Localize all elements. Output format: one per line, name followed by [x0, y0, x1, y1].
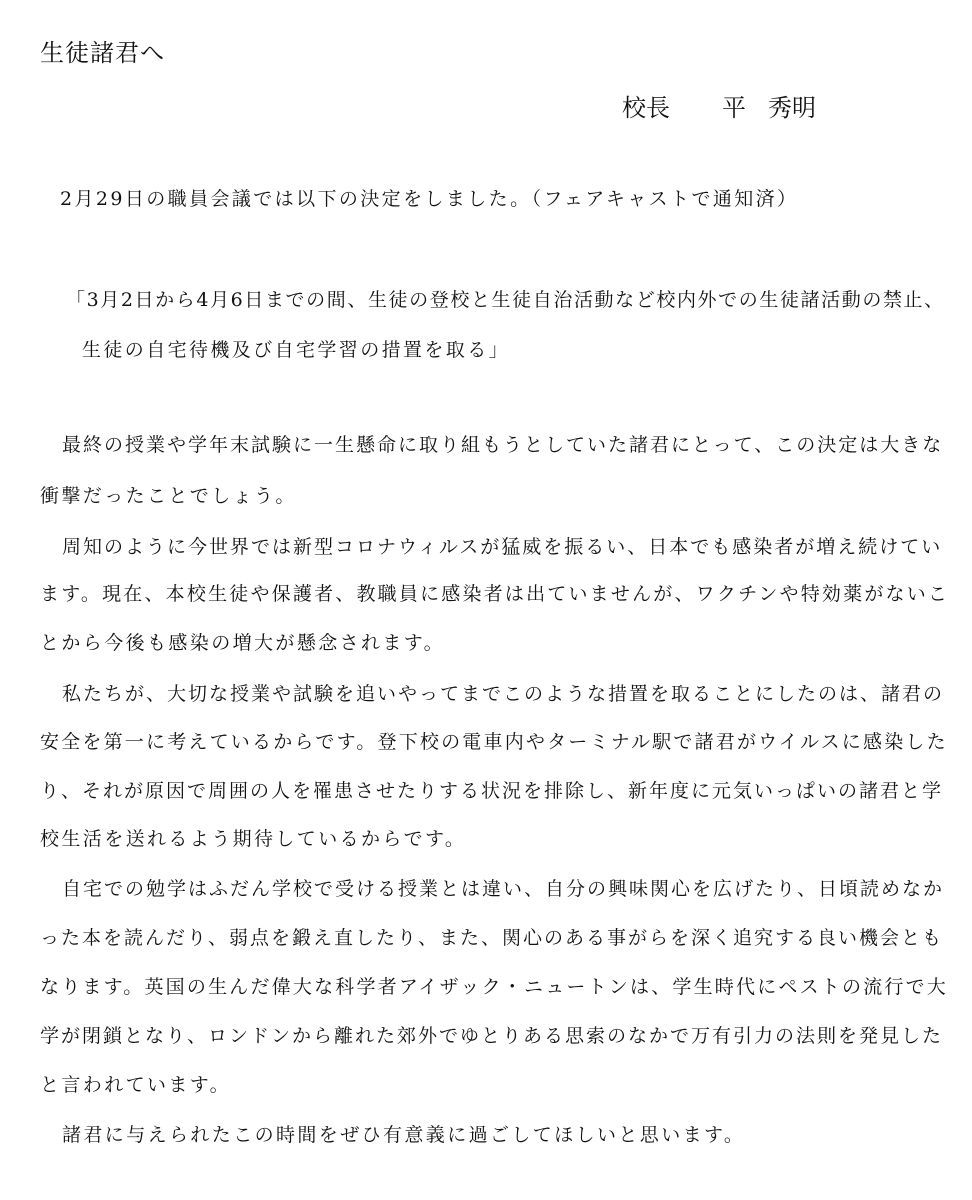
salutation: 生徒諸君へ: [40, 39, 165, 67]
decision-line: 「3月2日から4月6日までの間、生徒の登校と生徒自治活動など校内外での生徒諸活動の禁止、: [66, 289, 945, 311]
body-line: った本を読んだり、弱点を鍛え直したり、また、関心のある事がらを深く追究する良い機会とも: [40, 927, 944, 949]
signature-given-name: 秀明: [768, 94, 816, 122]
body-line: 安全を第一に考えているからです。登下校の電車内やターミナル駅で諸君がウイルスに感染した: [40, 731, 948, 753]
body-line: 自宅での勉学はふだん学校で受ける授業とは違い、自分の興味関心を広げたり、日頃読めなか: [62, 878, 945, 900]
body-line: 私たちが、大切な授業や試験を追いやってまでこのような措置を取ることにしたのは、諸君の: [62, 683, 945, 705]
body-line: り、それが原因で周囲の人を罹患させたりする状況を排除し、新年度に元気いっぱいの諸君と学: [40, 780, 944, 802]
body-line: 校生活を送れるよう期待しているからです。: [40, 828, 467, 850]
decision-line: 生徒の自宅待機及び自宅学習の措置を取る」: [82, 339, 511, 361]
body-line: とから今後も感染の増大が懸念されます。: [40, 632, 446, 654]
body-line: 周知のように今世界では新型コロナウィルスが猛威を振るい、日本でも感染者が増え続けてい: [62, 536, 943, 558]
body-line: ます。現在、本校生徒や保護者、教職員に感染者は出ていませんが、ワクチンや特効薬がないこ: [40, 583, 950, 605]
body-line: 最終の授業や学年末試験に一生懸命に取り組もうとしていた諸君にとって、この決定は大きな: [62, 434, 944, 456]
body-line: 学が閉鎖となり、ロンドンから離れた郊外でゆとりある思索のなかで万有引力の法則を発見した: [40, 1025, 944, 1047]
body-line: 衝撃だったことでしょう。: [40, 485, 297, 507]
body-line: なります。英国の生んだ偉大な科学者アイザック・ニュートンは、学生時代にペストの流行で大: [40, 976, 948, 998]
signature: [622, 88, 816, 123]
signature-title: 校長: [622, 94, 670, 122]
body-line: と言われています。: [40, 1074, 232, 1096]
body-line: 諸君に与えられたこの時間をぜひ有意義に過ごしてほしいと思います。: [62, 1124, 746, 1146]
signature-family-name: 平: [722, 94, 746, 122]
intro-line: 2月29日の職員会議では以下の決定をしました。（フェアキャストで通知済）: [60, 188, 799, 210]
